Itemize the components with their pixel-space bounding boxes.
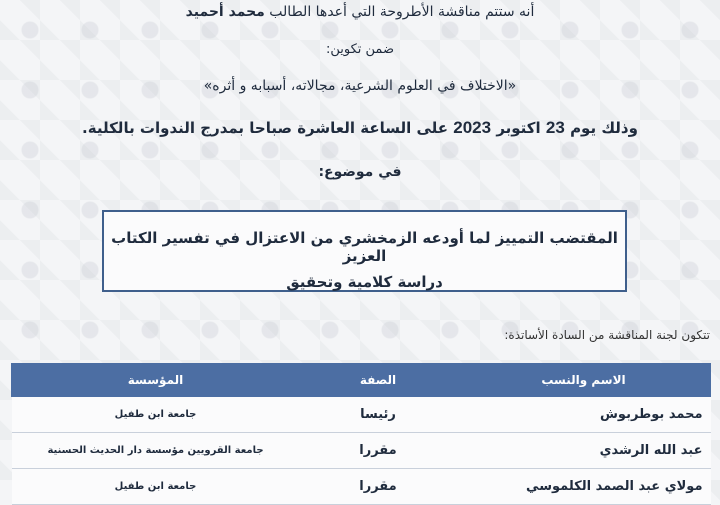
date-year: 2023 [453,118,492,137]
topic-title: المقتضب التمييز لما أودعه الزمخشري من الاعتزال في تفسير الكتاب العزيز [111,229,618,265]
date-line [0,118,720,138]
date-day: 23 [545,118,565,137]
table-row [12,469,711,505]
header-name: الاسم والنسب [457,364,711,397]
topic-box [102,210,627,292]
committee-table [11,363,711,505]
member-role: مقررا [300,433,457,469]
header-institution: المؤسسة [12,364,300,397]
date-suffix: على الساعة العاشرة صباحا بمدرج الندوات بالكلية. [82,119,449,137]
intro-text: أنه ستتم مناقشة الأطروحة التي أعدها الطالب [269,4,535,20]
member-role: رئيسا [300,397,457,433]
member-role: مقررا [300,469,457,505]
program-title: «الاختلاف في العلوم الشرعية، مجالاته، أسبابه و أثره» [203,78,517,94]
member-institution: جامعة ابن طفيل [12,397,300,433]
member-institution: جامعة ابن طفيل [12,469,300,505]
member-institution: جامعة القرويين مؤسسة دار الحديث الحسنية [12,433,300,469]
table-row [12,397,711,433]
program-label: ضمن تكوين: [326,42,394,57]
date-month: اكتوبر [496,119,541,137]
intro-line [0,4,720,20]
topic-subtitle: دراسة كلامية وتحقيق [286,273,443,291]
header-role: الصفة [300,364,457,397]
member-name: عبد الله الرشدي [457,433,711,469]
member-name: مولاي عبد الصمد الكلموسي [457,469,711,505]
table-header-row [12,364,711,397]
committee-intro: تتكون لجنة المناقشة من السادة الأساتذة: [504,328,710,342]
student-name: محمد أحميد [185,4,265,20]
date-prefix: وذلك يوم [570,119,638,137]
topic-label: في موضوع: [318,164,402,180]
member-name: محمد بوطربوش [457,397,711,433]
table-row [12,433,711,469]
